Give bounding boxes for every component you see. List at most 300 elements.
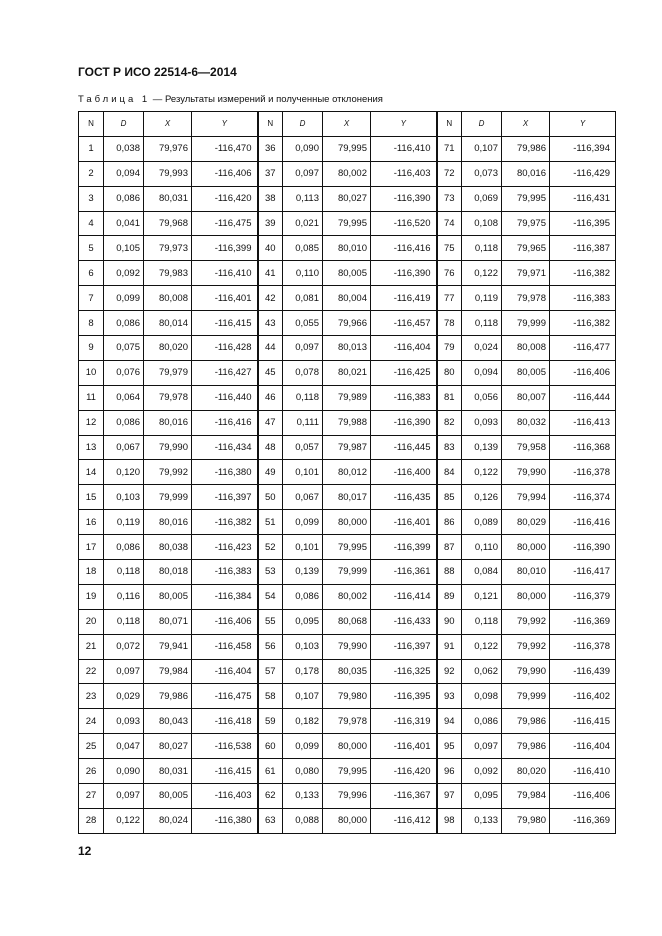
cell-x: 80,020 [502, 759, 550, 784]
cell-n: 27 [79, 784, 104, 809]
cell-d: 0,092 [104, 261, 144, 286]
cell-n: 74 [437, 211, 462, 236]
table-row [79, 460, 616, 485]
cell-d: 0,118 [462, 311, 502, 336]
cell-d: 0,105 [104, 236, 144, 261]
cell-y: -116,538 [192, 734, 258, 759]
cell-d: 0,080 [283, 759, 323, 784]
cell-y: -116,395 [550, 211, 616, 236]
cell-n: 91 [437, 634, 462, 659]
cell-n: 54 [258, 584, 283, 609]
cell-x: 80,005 [144, 584, 192, 609]
cell-d: 0,108 [462, 211, 502, 236]
table-row [79, 161, 616, 186]
page-number: 12 [78, 844, 92, 858]
cell-n: 50 [258, 485, 283, 510]
cell-d: 0,133 [283, 784, 323, 809]
cell-x: 79,980 [502, 808, 550, 833]
cell-x: 79,996 [323, 784, 371, 809]
table-row [79, 261, 616, 286]
cell-n: 6 [79, 261, 104, 286]
cell-y: -116,390 [371, 410, 437, 435]
cell-y: -116,420 [371, 759, 437, 784]
column-header-y: Y [550, 112, 616, 137]
cell-y: -116,394 [550, 136, 616, 161]
cell-d: 0,110 [283, 261, 323, 286]
table-header-row [79, 112, 616, 137]
cell-n: 43 [258, 311, 283, 336]
cell-d: 0,038 [104, 136, 144, 161]
cell-x: 80,043 [144, 709, 192, 734]
table-row [79, 684, 616, 709]
cell-x: 79,989 [323, 385, 371, 410]
column-header-d: D [283, 112, 323, 137]
cell-y: -116,399 [371, 535, 437, 560]
cell-d: 0,107 [462, 136, 502, 161]
cell-x: 80,031 [144, 186, 192, 211]
cell-n: 98 [437, 808, 462, 833]
cell-n: 15 [79, 485, 104, 510]
cell-n: 45 [258, 360, 283, 385]
cell-n: 72 [437, 161, 462, 186]
cell-n: 59 [258, 709, 283, 734]
cell-y: -116,395 [371, 684, 437, 709]
cell-x: 79,973 [144, 236, 192, 261]
cell-y: -116,428 [192, 336, 258, 361]
cell-n: 56 [258, 634, 283, 659]
cell-d: 0,062 [462, 659, 502, 684]
cell-n: 23 [79, 684, 104, 709]
cell-x: 79,988 [323, 410, 371, 435]
table-row [79, 808, 616, 833]
cell-d: 0,113 [283, 186, 323, 211]
cell-y: -116,401 [371, 510, 437, 535]
cell-y: -116,403 [192, 784, 258, 809]
table-row [79, 136, 616, 161]
cell-d: 0,084 [462, 560, 502, 585]
cell-d: 0,067 [283, 485, 323, 510]
cell-y: -116,415 [192, 311, 258, 336]
cell-x: 79,966 [323, 311, 371, 336]
cell-d: 0,093 [104, 709, 144, 734]
cell-n: 2 [79, 161, 104, 186]
cell-d: 0,081 [283, 286, 323, 311]
cell-y: -116,383 [371, 385, 437, 410]
cell-y: -116,404 [550, 734, 616, 759]
cell-y: -116,416 [371, 236, 437, 261]
cell-y: -116,406 [550, 360, 616, 385]
cell-y: -116,369 [550, 808, 616, 833]
cell-d: 0,116 [104, 584, 144, 609]
cell-x: 79,976 [144, 136, 192, 161]
cell-n: 63 [258, 808, 283, 833]
cell-x: 79,978 [323, 709, 371, 734]
cell-d: 0,064 [104, 385, 144, 410]
cell-y: -116,435 [371, 485, 437, 510]
table-body [79, 136, 616, 833]
cell-y: -116,434 [192, 435, 258, 460]
cell-n: 26 [79, 759, 104, 784]
column-header-y: Y [192, 112, 258, 137]
cell-x: 80,007 [502, 385, 550, 410]
cell-d: 0,122 [462, 460, 502, 485]
cell-n: 71 [437, 136, 462, 161]
table-row [79, 286, 616, 311]
table-row [79, 659, 616, 684]
cell-x: 80,038 [144, 535, 192, 560]
cell-x: 80,013 [323, 336, 371, 361]
table-row [79, 236, 616, 261]
cell-y: -116,416 [192, 410, 258, 435]
cell-y: -116,406 [192, 609, 258, 634]
cell-y: -116,384 [192, 584, 258, 609]
cell-n: 46 [258, 385, 283, 410]
cell-x: 80,005 [323, 261, 371, 286]
cell-n: 22 [79, 659, 104, 684]
column-header-n: N [79, 112, 104, 137]
column-header-d: D [462, 112, 502, 137]
cell-y: -116,439 [550, 659, 616, 684]
cell-x: 79,987 [323, 435, 371, 460]
cell-y: -116,410 [550, 759, 616, 784]
table-row [79, 211, 616, 236]
cell-d: 0,107 [283, 684, 323, 709]
column-header-d: D [104, 112, 144, 137]
cell-d: 0,118 [104, 609, 144, 634]
cell-y: -116,397 [192, 485, 258, 510]
cell-x: 79,986 [502, 734, 550, 759]
cell-y: -116,427 [192, 360, 258, 385]
cell-y: -116,416 [550, 510, 616, 535]
cell-n: 7 [79, 286, 104, 311]
cell-x: 79,983 [144, 261, 192, 286]
cell-x: 79,995 [323, 759, 371, 784]
cell-d: 0,086 [283, 584, 323, 609]
cell-n: 88 [437, 560, 462, 585]
cell-y: -116,410 [192, 261, 258, 286]
table-row [79, 734, 616, 759]
cell-d: 0,092 [462, 759, 502, 784]
cell-n: 37 [258, 161, 283, 186]
cell-d: 0,041 [104, 211, 144, 236]
cell-d: 0,029 [104, 684, 144, 709]
cell-y: -116,378 [550, 634, 616, 659]
cell-n: 81 [437, 385, 462, 410]
cell-x: 79,992 [502, 609, 550, 634]
cell-x: 80,016 [144, 510, 192, 535]
cell-y: -116,420 [192, 186, 258, 211]
cell-x: 79,958 [502, 435, 550, 460]
cell-x: 80,005 [502, 360, 550, 385]
cell-x: 79,999 [502, 311, 550, 336]
cell-x: 79,984 [502, 784, 550, 809]
cell-x: 80,031 [144, 759, 192, 784]
cell-n: 19 [79, 584, 104, 609]
cell-y: -116,475 [192, 211, 258, 236]
cell-y: -116,431 [550, 186, 616, 211]
cell-d: 0,056 [462, 385, 502, 410]
cell-y: -116,390 [550, 535, 616, 560]
cell-d: 0,103 [104, 485, 144, 510]
cell-d: 0,095 [462, 784, 502, 809]
cell-d: 0,103 [283, 634, 323, 659]
cell-x: 79,965 [502, 236, 550, 261]
cell-n: 3 [79, 186, 104, 211]
cell-n: 39 [258, 211, 283, 236]
cell-n: 83 [437, 435, 462, 460]
cell-n: 96 [437, 759, 462, 784]
cell-x: 79,995 [323, 211, 371, 236]
cell-y: -116,368 [550, 435, 616, 460]
cell-y: -116,401 [371, 734, 437, 759]
cell-y: -116,319 [371, 709, 437, 734]
cell-y: -116,380 [192, 460, 258, 485]
cell-n: 73 [437, 186, 462, 211]
cell-d: 0,090 [283, 136, 323, 161]
cell-d: 0,095 [283, 609, 323, 634]
cell-x: 79,986 [144, 684, 192, 709]
column-header-n: N [437, 112, 462, 137]
cell-x: 79,999 [502, 684, 550, 709]
cell-y: -116,418 [192, 709, 258, 734]
cell-n: 25 [79, 734, 104, 759]
cell-x: 79,971 [502, 261, 550, 286]
cell-x: 79,978 [502, 286, 550, 311]
cell-d: 0,078 [283, 360, 323, 385]
cell-y: -116,390 [371, 186, 437, 211]
cell-y: -116,374 [550, 485, 616, 510]
cell-y: -116,404 [371, 336, 437, 361]
cell-n: 51 [258, 510, 283, 535]
cell-x: 80,027 [144, 734, 192, 759]
cell-n: 20 [79, 609, 104, 634]
cell-d: 0,097 [283, 161, 323, 186]
cell-n: 11 [79, 385, 104, 410]
column-header-x: X [144, 112, 192, 137]
cell-d: 0,094 [462, 360, 502, 385]
cell-n: 36 [258, 136, 283, 161]
cell-y: -116,402 [550, 684, 616, 709]
cell-d: 0,076 [104, 360, 144, 385]
cell-d: 0,120 [104, 460, 144, 485]
cell-n: 13 [79, 435, 104, 460]
cell-d: 0,094 [104, 161, 144, 186]
cell-n: 14 [79, 460, 104, 485]
cell-d: 0,122 [104, 808, 144, 833]
table-row [79, 560, 616, 585]
cell-y: -116,382 [192, 510, 258, 535]
cell-n: 8 [79, 311, 104, 336]
cell-d: 0,086 [104, 410, 144, 435]
cell-x: 80,005 [144, 784, 192, 809]
cell-x: 79,994 [502, 485, 550, 510]
cell-n: 21 [79, 634, 104, 659]
cell-d: 0,085 [283, 236, 323, 261]
cell-y: -116,399 [192, 236, 258, 261]
cell-n: 41 [258, 261, 283, 286]
cell-x: 80,071 [144, 609, 192, 634]
cell-x: 80,002 [323, 161, 371, 186]
cell-n: 28 [79, 808, 104, 833]
cell-x: 80,032 [502, 410, 550, 435]
cell-y: -116,440 [192, 385, 258, 410]
cell-y: -116,406 [192, 161, 258, 186]
cell-x: 80,017 [323, 485, 371, 510]
cell-n: 52 [258, 535, 283, 560]
cell-x: 80,020 [144, 336, 192, 361]
cell-n: 85 [437, 485, 462, 510]
cell-d: 0,075 [104, 336, 144, 361]
cell-x: 80,002 [323, 584, 371, 609]
cell-d: 0,057 [283, 435, 323, 460]
cell-d: 0,139 [283, 560, 323, 585]
cell-x: 80,010 [502, 560, 550, 585]
cell-y: -116,382 [550, 311, 616, 336]
cell-y: -116,397 [371, 634, 437, 659]
cell-y: -116,380 [192, 808, 258, 833]
cell-n: 92 [437, 659, 462, 684]
cell-x: 80,008 [144, 286, 192, 311]
cell-x: 80,010 [323, 236, 371, 261]
table-row [79, 535, 616, 560]
cell-d: 0,182 [283, 709, 323, 734]
cell-y: -116,475 [192, 684, 258, 709]
cell-d: 0,086 [462, 709, 502, 734]
cell-x: 80,000 [323, 808, 371, 833]
cell-d: 0,073 [462, 161, 502, 186]
cell-x: 79,999 [323, 560, 371, 585]
cell-x: 80,024 [144, 808, 192, 833]
cell-d: 0,097 [104, 659, 144, 684]
cell-n: 90 [437, 609, 462, 634]
cell-n: 79 [437, 336, 462, 361]
table-row [79, 709, 616, 734]
cell-y: -116,413 [550, 410, 616, 435]
cell-n: 17 [79, 535, 104, 560]
cell-n: 49 [258, 460, 283, 485]
cell-d: 0,069 [462, 186, 502, 211]
cell-y: -116,470 [192, 136, 258, 161]
cell-x: 79,990 [502, 460, 550, 485]
table-row [79, 435, 616, 460]
table-caption [78, 94, 383, 105]
cell-d: 0,072 [104, 634, 144, 659]
cell-n: 80 [437, 360, 462, 385]
cell-n: 89 [437, 584, 462, 609]
cell-n: 76 [437, 261, 462, 286]
cell-d: 0,122 [462, 261, 502, 286]
cell-y: -116,383 [192, 560, 258, 585]
column-header-n: N [258, 112, 283, 137]
cell-x: 80,000 [323, 734, 371, 759]
cell-x: 80,016 [502, 161, 550, 186]
cell-x: 79,979 [144, 360, 192, 385]
cell-n: 16 [79, 510, 104, 535]
cell-x: 80,012 [323, 460, 371, 485]
table-row [79, 336, 616, 361]
cell-x: 80,000 [502, 584, 550, 609]
cell-d: 0,118 [283, 385, 323, 410]
cell-n: 5 [79, 236, 104, 261]
cell-n: 9 [79, 336, 104, 361]
table-row [79, 485, 616, 510]
cell-y: -116,417 [550, 560, 616, 585]
cell-x: 80,029 [502, 510, 550, 535]
cell-y: -116,419 [371, 286, 437, 311]
cell-d: 0,110 [462, 535, 502, 560]
cell-y: -116,433 [371, 609, 437, 634]
cell-d: 0,097 [283, 336, 323, 361]
cell-x: 80,016 [144, 410, 192, 435]
cell-d: 0,055 [283, 311, 323, 336]
cell-n: 77 [437, 286, 462, 311]
cell-d: 0,118 [462, 609, 502, 634]
cell-n: 42 [258, 286, 283, 311]
cell-y: -116,458 [192, 634, 258, 659]
cell-x: 80,035 [323, 659, 371, 684]
cell-x: 79,941 [144, 634, 192, 659]
cell-n: 62 [258, 784, 283, 809]
cell-y: -116,361 [371, 560, 437, 585]
table-row [79, 410, 616, 435]
cell-y: -116,404 [192, 659, 258, 684]
cell-x: 79,995 [323, 535, 371, 560]
cell-n: 53 [258, 560, 283, 585]
cell-d: 0,133 [462, 808, 502, 833]
cell-n: 48 [258, 435, 283, 460]
cell-y: -116,423 [192, 535, 258, 560]
cell-x: 79,990 [323, 634, 371, 659]
cell-x: 80,004 [323, 286, 371, 311]
cell-d: 0,111 [283, 410, 323, 435]
cell-d: 0,122 [462, 634, 502, 659]
cell-n: 10 [79, 360, 104, 385]
cell-d: 0,099 [104, 286, 144, 311]
cell-n: 87 [437, 535, 462, 560]
table-row [79, 311, 616, 336]
cell-d: 0,119 [104, 510, 144, 535]
table-caption-text: — Результаты измерений и полученные отклонения [150, 94, 383, 105]
table-row [79, 584, 616, 609]
cell-x: 79,986 [502, 709, 550, 734]
cell-y: -116,401 [192, 286, 258, 311]
cell-y: -116,414 [371, 584, 437, 609]
cell-x: 80,027 [323, 186, 371, 211]
cell-x: 80,021 [323, 360, 371, 385]
cell-y: -116,477 [550, 336, 616, 361]
cell-n: 95 [437, 734, 462, 759]
cell-d: 0,089 [462, 510, 502, 535]
cell-d: 0,093 [462, 410, 502, 435]
cell-x: 79,999 [144, 485, 192, 510]
cell-y: -116,444 [550, 385, 616, 410]
cell-n: 47 [258, 410, 283, 435]
table-row [79, 609, 616, 634]
cell-x: 79,995 [323, 136, 371, 161]
cell-n: 38 [258, 186, 283, 211]
document-header: ГОСТ Р ИСО 22514-6—2014 [78, 65, 237, 79]
cell-d: 0,086 [104, 186, 144, 211]
cell-x: 80,000 [323, 510, 371, 535]
cell-x: 79,992 [502, 634, 550, 659]
cell-d: 0,088 [283, 808, 323, 833]
cell-d: 0,118 [104, 560, 144, 585]
column-header-y: Y [371, 112, 437, 137]
cell-d: 0,090 [104, 759, 144, 784]
cell-n: 86 [437, 510, 462, 535]
cell-y: -116,383 [550, 286, 616, 311]
table-row [79, 784, 616, 809]
